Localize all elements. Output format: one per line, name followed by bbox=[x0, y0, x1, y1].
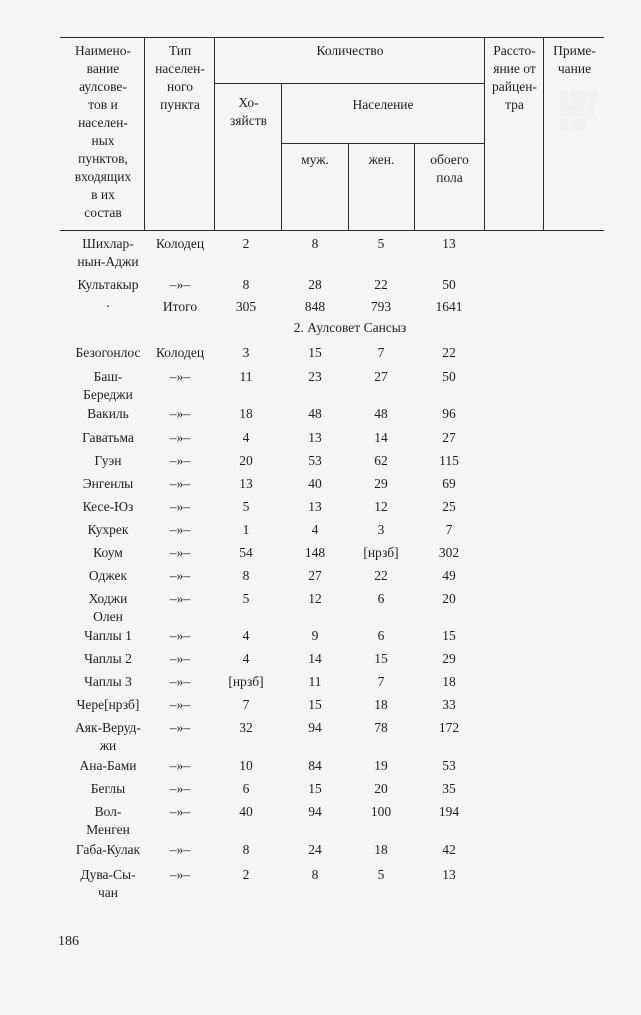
total-value: 22 bbox=[442, 345, 456, 360]
settlement-type: –»– bbox=[169, 277, 191, 292]
households-value: 3 bbox=[242, 345, 250, 360]
settlement-type: –»– bbox=[169, 591, 191, 606]
female-value: 78 bbox=[374, 720, 388, 735]
total-value: 29 bbox=[442, 651, 456, 666]
male-value: 94 bbox=[308, 720, 322, 735]
settlement-name: Ана-Бами bbox=[79, 758, 137, 773]
male-value: 8 bbox=[311, 867, 319, 882]
households-value: 6 bbox=[242, 781, 250, 796]
households-value: [нрзб] bbox=[228, 674, 264, 689]
settlement-type: Колодец bbox=[155, 236, 205, 251]
total-value: 18 bbox=[442, 674, 456, 689]
settlement-name: Чере[нрзб] bbox=[76, 697, 140, 712]
header-population: Население bbox=[352, 97, 414, 112]
settlement-name: Чаплы 2 bbox=[84, 651, 132, 666]
female-value: 5 bbox=[377, 236, 385, 251]
header-type: Тип населен- ного пункта bbox=[155, 43, 205, 112]
male-value: 13 bbox=[308, 499, 322, 514]
male-value: 23 bbox=[308, 369, 322, 384]
households-value: 1 bbox=[242, 522, 250, 537]
total-value: 50 bbox=[442, 369, 456, 384]
male-value: 27 bbox=[308, 568, 322, 583]
female-value: 18 bbox=[374, 842, 388, 857]
total-value: 96 bbox=[442, 406, 456, 421]
section-title: 2. Аулсовет Сансыз bbox=[293, 320, 407, 335]
households-value: 5 bbox=[242, 591, 250, 606]
settlement-name: Безогонлос bbox=[75, 345, 141, 360]
male-value: 84 bbox=[308, 758, 322, 773]
settlement-type: –»– bbox=[169, 804, 191, 819]
female-value: 6 bbox=[377, 591, 385, 606]
settlement-name: Гаватьма bbox=[82, 430, 134, 445]
header-note: Приме- чание bbox=[553, 43, 596, 76]
male-value: 15 bbox=[308, 781, 322, 796]
total-value: 7 bbox=[445, 522, 453, 537]
settlement-name: Вакиль bbox=[87, 406, 129, 421]
male-value: 48 bbox=[308, 406, 322, 421]
settlement-type: –»– bbox=[169, 867, 191, 882]
households-value: 2 bbox=[242, 236, 250, 251]
settlement-type: –»– bbox=[169, 369, 191, 384]
settlement-name: Аяк-Веруд- жи bbox=[75, 720, 141, 753]
settlement-name: Баш- Береджи bbox=[83, 369, 133, 402]
total-label: Итого bbox=[162, 299, 198, 314]
settlement-name: Кухрек bbox=[87, 522, 129, 537]
female-value: 18 bbox=[374, 697, 388, 712]
settlement-type: –»– bbox=[169, 758, 191, 773]
female-value: 7 bbox=[377, 345, 385, 360]
total-value: 35 bbox=[442, 781, 456, 796]
settlement-name: Вол- Менген bbox=[86, 804, 130, 837]
header-bottom-rule bbox=[60, 230, 604, 231]
settlement-name: Ходжи Олен bbox=[88, 591, 128, 624]
settlement-type: –»– bbox=[169, 628, 191, 643]
settlement-type: –»– bbox=[169, 406, 191, 421]
total-value: 194 bbox=[438, 804, 460, 819]
total-value: 27 bbox=[442, 430, 456, 445]
header-households: Хо- зяйств bbox=[229, 95, 268, 128]
households-value: 54 bbox=[239, 545, 253, 560]
settlement-name: Габа-Кулак bbox=[75, 842, 141, 857]
male-value: 148 bbox=[304, 545, 326, 560]
settlement-name: Чаплы 3 bbox=[84, 674, 132, 689]
male-value: 40 bbox=[308, 476, 322, 491]
households-total: 305 bbox=[235, 299, 257, 314]
settlement-name: Дува-Сы- чан bbox=[80, 867, 136, 900]
settlement-type: –»– bbox=[169, 842, 191, 857]
male-value: 15 bbox=[308, 345, 322, 360]
households-value: 13 bbox=[239, 476, 253, 491]
households-value: 11 bbox=[239, 369, 253, 384]
male-value: 24 bbox=[308, 842, 322, 857]
female-value: 19 bbox=[374, 758, 388, 773]
male-value: 4 bbox=[311, 522, 319, 537]
bleed-through-text: ░ ░░ ░ ░░░ ░ ░ ░░ bbox=[560, 91, 597, 131]
total-value: 13 bbox=[442, 867, 456, 882]
settlement-type: –»– bbox=[169, 430, 191, 445]
col-divider-6 bbox=[484, 37, 485, 230]
female-value: 3 bbox=[377, 522, 385, 537]
female-value: 27 bbox=[374, 369, 388, 384]
male-total: 848 bbox=[304, 299, 326, 314]
households-value: 8 bbox=[242, 277, 250, 292]
settlement-type: –»– bbox=[169, 674, 191, 689]
female-value: 7 bbox=[377, 674, 385, 689]
total-value: 33 bbox=[442, 697, 456, 712]
col-divider-1 bbox=[144, 37, 145, 230]
male-value: 14 bbox=[308, 651, 322, 666]
header-both: обоего пола bbox=[430, 152, 469, 185]
total-marker: · bbox=[105, 299, 111, 314]
total-value: 42 bbox=[442, 842, 456, 857]
population-divider bbox=[281, 143, 484, 144]
households-value: 4 bbox=[242, 628, 250, 643]
settlement-name: Шихлар- нын-Аджи bbox=[77, 236, 139, 269]
header-name: Наимено- вание аулсове- тов и населен- ных пунктов, входящих в их состав bbox=[74, 43, 132, 220]
header-distance: Рассто- яние от райцен- тра bbox=[492, 43, 537, 112]
settlement-type: –»– bbox=[169, 568, 191, 583]
col-divider-2 bbox=[214, 37, 215, 230]
total-value: 15 bbox=[442, 628, 456, 643]
settlement-type: –»– bbox=[169, 522, 191, 537]
header-female: жен. bbox=[368, 152, 395, 167]
total-value: 115 bbox=[439, 453, 459, 468]
total-value: 49 bbox=[442, 568, 456, 583]
male-value: 53 bbox=[308, 453, 322, 468]
col-divider-7 bbox=[543, 37, 544, 230]
total-value: 53 bbox=[442, 758, 456, 773]
households-value: 7 bbox=[242, 697, 250, 712]
male-value: 11 bbox=[308, 674, 322, 689]
male-value: 9 bbox=[311, 628, 319, 643]
households-value: 18 bbox=[239, 406, 253, 421]
female-value: 22 bbox=[374, 568, 388, 583]
female-value: 22 bbox=[374, 277, 388, 292]
settlement-type: Колодец bbox=[155, 345, 205, 360]
female-value: 12 bbox=[374, 499, 388, 514]
male-value: 8 bbox=[311, 236, 319, 251]
female-value: 29 bbox=[374, 476, 388, 491]
settlement-name: Энгенлы bbox=[82, 476, 134, 491]
households-value: 5 bbox=[242, 499, 250, 514]
quantity-divider bbox=[215, 83, 484, 84]
households-value: 2 bbox=[242, 867, 250, 882]
settlement-name: Культакыр bbox=[77, 277, 139, 292]
male-value: 15 bbox=[308, 697, 322, 712]
female-total: 793 bbox=[370, 299, 392, 314]
settlement-type: –»– bbox=[169, 697, 191, 712]
header-male: муж. bbox=[301, 152, 329, 167]
female-value: 14 bbox=[374, 430, 388, 445]
settlement-name: Оджек bbox=[88, 568, 128, 583]
households-value: 20 bbox=[239, 453, 253, 468]
settlement-type: –»– bbox=[169, 499, 191, 514]
female-value: 5 bbox=[377, 867, 385, 882]
settlement-type: –»– bbox=[169, 720, 191, 735]
page-number: 186 bbox=[58, 934, 79, 949]
settlement-name: Чаплы 1 bbox=[84, 628, 132, 643]
total-value: 13 bbox=[442, 236, 456, 251]
total-value: 302 bbox=[438, 545, 460, 560]
settlement-name: Кесе-Юз bbox=[82, 499, 134, 514]
total-value: 20 bbox=[442, 591, 456, 606]
households-value: 8 bbox=[242, 842, 250, 857]
female-value: 100 bbox=[370, 804, 392, 819]
grand-total: 1641 bbox=[435, 299, 463, 314]
male-value: 94 bbox=[308, 804, 322, 819]
households-value: 4 bbox=[242, 430, 250, 445]
settlement-type: –»– bbox=[169, 453, 191, 468]
settlement-type: –»– bbox=[169, 545, 191, 560]
table-top-rule bbox=[60, 37, 604, 38]
female-value: 20 bbox=[374, 781, 388, 796]
households-value: 10 bbox=[239, 758, 253, 773]
households-value: 4 bbox=[242, 651, 250, 666]
households-value: 40 bbox=[239, 804, 253, 819]
total-value: 172 bbox=[438, 720, 460, 735]
female-value: 6 bbox=[377, 628, 385, 643]
households-value: 32 bbox=[239, 720, 253, 735]
total-value: 25 bbox=[442, 499, 456, 514]
settlement-name: Коум bbox=[93, 545, 123, 560]
header-quantity: Количество bbox=[316, 43, 384, 58]
male-value: 12 bbox=[308, 591, 322, 606]
female-value: [нрзб] bbox=[363, 545, 399, 560]
settlement-type: –»– bbox=[169, 476, 191, 491]
total-value: 50 bbox=[442, 277, 456, 292]
settlement-type: –»– bbox=[169, 781, 191, 796]
households-value: 8 bbox=[242, 568, 250, 583]
settlement-name: Гуэн bbox=[94, 453, 122, 468]
male-value: 28 bbox=[308, 277, 322, 292]
settlement-type: –»– bbox=[169, 651, 191, 666]
total-value: 69 bbox=[442, 476, 456, 491]
female-value: 15 bbox=[374, 651, 388, 666]
female-value: 48 bbox=[374, 406, 388, 421]
male-value: 13 bbox=[308, 430, 322, 445]
settlement-name: Беглы bbox=[90, 781, 126, 796]
female-value: 62 bbox=[374, 453, 388, 468]
